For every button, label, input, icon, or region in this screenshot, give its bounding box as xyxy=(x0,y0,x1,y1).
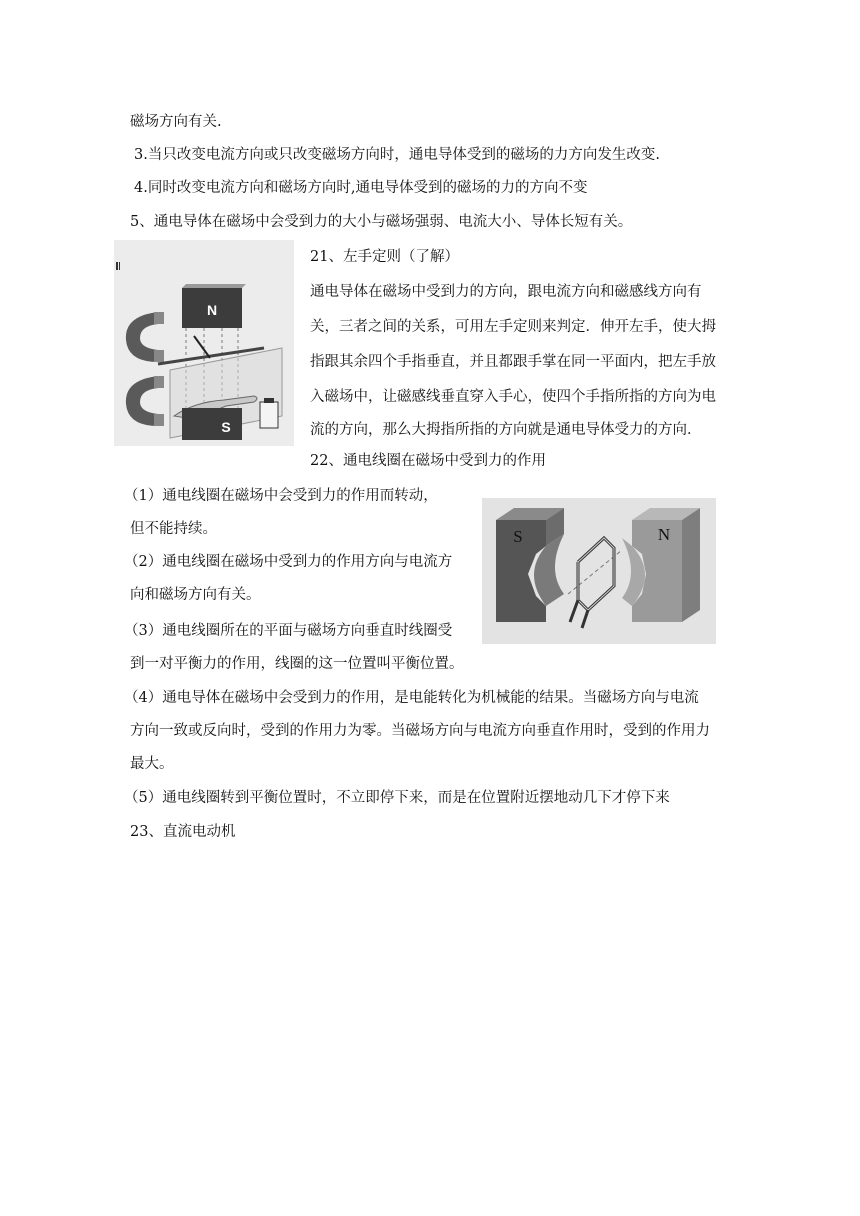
text-line: 磁场方向有关. xyxy=(130,114,222,130)
section-22-item: 到一对平衡力的作用，线圈的这一位置叫平衡位置。 xyxy=(130,656,464,672)
s-pole-label: S xyxy=(221,419,231,435)
section-22-item: 向和磁场方向有关。 xyxy=(130,587,261,603)
n-pole-label: N xyxy=(657,525,671,544)
text-line: 3.当只改变电流方向或只改变磁场方向时，通电导体受到的磁场的力方向发生改变. xyxy=(134,147,660,163)
section-22-item: （1）通电线圈在磁场中会受到力的作用而转动， xyxy=(124,488,438,504)
section-21-paragraph-line: 入磁场中，让磁感线垂直穿入手心，使四个手指所指的方向为电 xyxy=(310,389,716,405)
section-22-item: （2）通电线圈在磁场中受到力的作用方向与电流方 xyxy=(124,554,453,570)
section-22-item: 最大。 xyxy=(130,756,174,772)
section-21-paragraph-line: 关，三者之间的关系，可用左手定则来判定．伸开左手，使大拇 xyxy=(310,319,716,335)
section-22-item: 方向一致或反向时，受到的作用力为零。当磁场方向与电流方向垂直作用时，受到的作用力 xyxy=(130,723,710,739)
section-21-paragraph-line: 指跟其余四个手指垂直，并且都跟手掌在同一平面内，把左手放 xyxy=(310,354,716,370)
text-line: 5、通电导体在磁场中会受到力的大小与磁场强弱、电流大小、导体长短有关。 xyxy=(130,214,633,230)
s-pole-label: S xyxy=(513,527,523,546)
n-pole-label: N xyxy=(206,302,218,318)
left-hand-rule-figure xyxy=(114,240,294,446)
text-line: 4.同时改变电流方向和磁场方向时,通电导体受到的磁场的力的方向不变 xyxy=(134,180,588,196)
section-22-title: 22、通电线圈在磁场中受到力的作用 xyxy=(310,453,546,469)
section-21-paragraph-line: 流的方向，那么大拇指所指的方向就是通电导体受力的方向． xyxy=(310,422,702,438)
section-21-title: 21、左手定则（了解） xyxy=(310,249,459,265)
section-22-item: 但不能持续。 xyxy=(130,521,217,537)
section-23-title: 23、直流电动机 xyxy=(130,824,236,840)
section-22-item: （3）通电线圈所在的平面与磁场方向垂直时线圈受 xyxy=(124,623,453,639)
coil-in-magnetic-field-figure xyxy=(482,498,716,644)
section-21-paragraph-line: 通电导体在磁场中受到力的方向，跟电流方向和磁感线方向有 xyxy=(310,284,702,300)
section-22-item: （5）通电线圈转到平衡位置时，不立即停下来，而是在位置附近摆地动几下才停下来 xyxy=(124,790,670,806)
section-22-item: （4）通电导体在磁场中会受到力的作用，是电能转化为机械能的结果。当磁场方向与电流 xyxy=(124,690,699,706)
